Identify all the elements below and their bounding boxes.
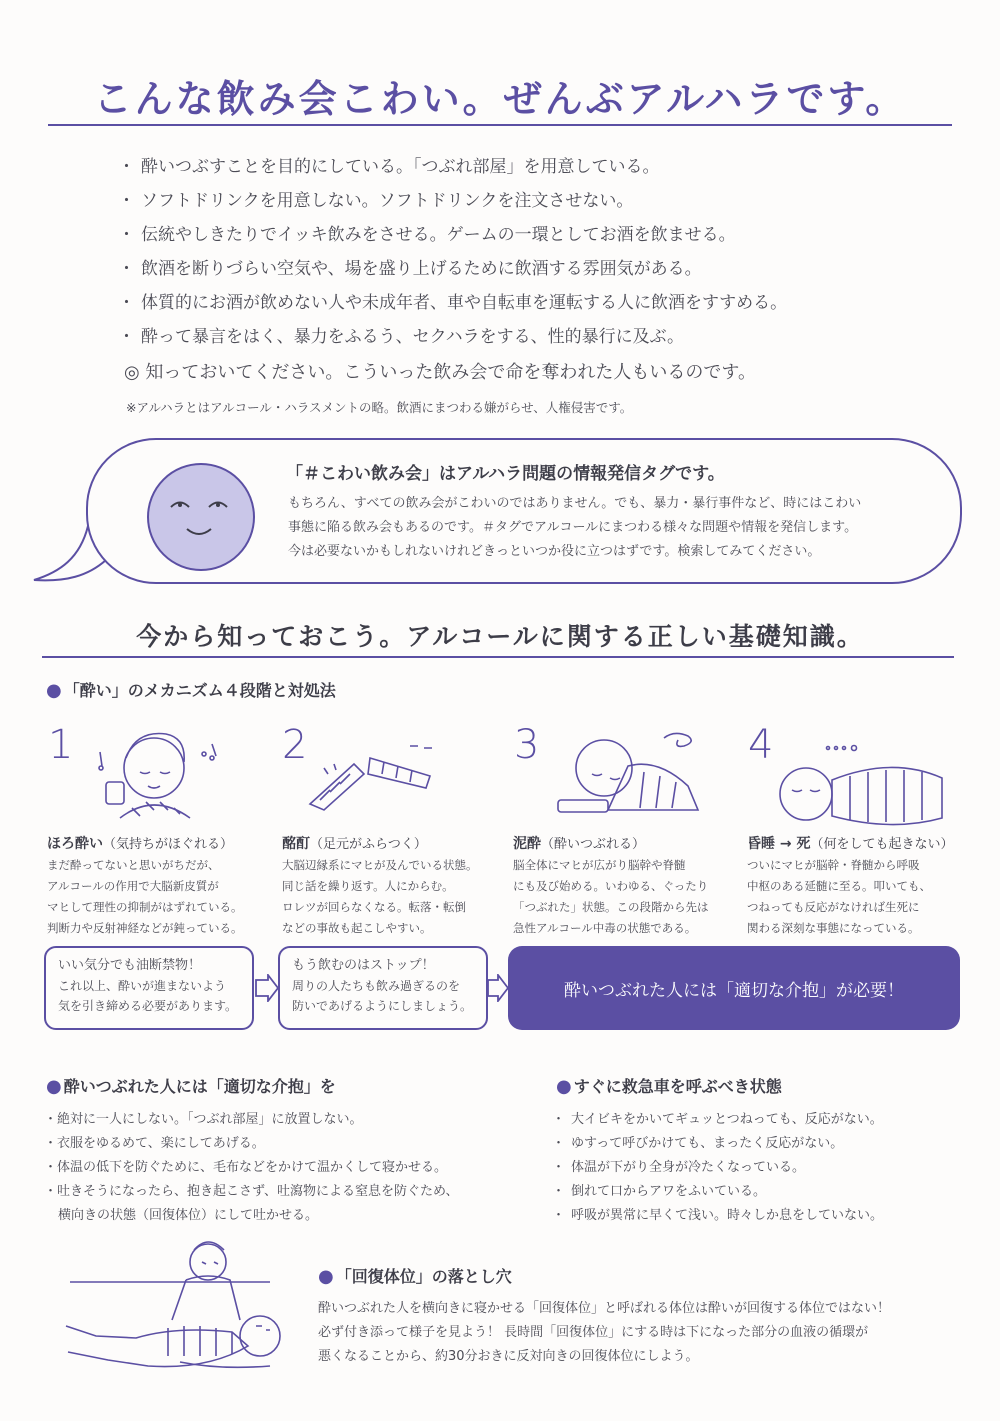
passed-out-person-illustration <box>548 726 718 822</box>
stage-description-line: ついにマヒが脳幹・脊髄から呼吸 <box>747 858 920 872</box>
stage-title <box>47 833 233 853</box>
advice-line: これ以上、酔いが進まないよう <box>58 979 227 993</box>
stage-description-line: などの事故も起こしやすい。 <box>282 921 432 935</box>
stage-description <box>513 855 728 939</box>
recovery-heading <box>318 1264 512 1287</box>
bullet-dot-icon: ● <box>556 1076 572 1097</box>
bullet-dot-icon: ● <box>318 1266 334 1287</box>
bubble-heading: 「＃こわい飲み会」はアルハラ問題の情報発信タグです。 <box>286 464 725 484</box>
advice-heading: いい気分でも油断禁物！ <box>58 958 202 973</box>
alhara-bullet-list <box>118 150 787 354</box>
stage-description <box>47 855 262 939</box>
section-title: 今から知っておこう。アルコールに関する正しい基礎知識。 <box>136 622 864 651</box>
advice-line: 気を引き締める必要があります。 <box>58 999 238 1013</box>
list-item-continued: 横向きの状態（回復体位）にして吐かせる。 <box>58 1208 319 1223</box>
ambulance-heading <box>556 1074 782 1097</box>
care-needed-banner: 酔いつぶれた人には「適切な介抱」が必要！ <box>508 946 960 1030</box>
stage-description-line: 判断力や反射神経などが鈍っている。 <box>47 921 243 935</box>
arrow-right-icon <box>486 974 510 1002</box>
stage-description-line: にも及び始める。いわゆる、ぐったり <box>513 879 709 893</box>
stage-description-line: 急性アルコール中毒の状態である。 <box>513 921 697 935</box>
advice-line: 防いであげるようにしましょう。 <box>292 999 473 1013</box>
stage-title-paren: （気持ちがほぐれる） <box>103 837 234 852</box>
stage-description-line: つねっても反応がなければ生死に <box>747 900 920 914</box>
stage-description-line: 中枢のある延髄に至る。叩いても、 <box>747 879 931 893</box>
stage-title-main: 酩酊 <box>282 836 310 852</box>
stage-title-main: ほろ酔い <box>47 836 103 852</box>
recovery-line: 悪くなることから、約30分おきに反対向きの回復体位にしよう。 <box>318 1349 699 1364</box>
section-divider <box>42 656 954 658</box>
list-item: ・ 伝統やしきたりでイッキ飲みをさせる。ゲームの一環としてお酒を飲ませる。 <box>118 218 787 252</box>
mechanism-heading <box>46 678 336 701</box>
bullet-dot-icon: ● <box>46 1076 62 1097</box>
list-item: ・ 酔って暴言をはく、暴力をふるう、セクハラをする、性的暴行に及ぶ。 <box>118 320 787 354</box>
bubble-body <box>288 492 928 564</box>
stage-title <box>747 833 954 853</box>
stage-title-paren: （何をしても起きない） <box>810 837 954 852</box>
stage-title-main: 昏睡 → 死 <box>747 836 811 852</box>
stage-title <box>513 833 645 853</box>
bubble-line: もちろん、すべての飲み会がこわいのではありません。でも、暴力・暴行事件など、時にはこわい <box>288 496 862 511</box>
list-item: ・ 飲酒を断りづらい空気や、場を盛り上げるために飲酒する雰囲気がある。 <box>118 252 787 286</box>
care-heading-text: 酔いつぶれた人には「適切な介抱」を <box>63 1077 336 1096</box>
stage-number: 1 <box>48 722 74 768</box>
stage-description-line: 関わる深刻な事態になっている。 <box>747 921 920 935</box>
bubble-line: 事態に陥る飲み会もあるのです。＃タグでアルコールにまつわる様々な問題や情報を発信します。 <box>288 520 858 535</box>
mechanism-heading-text: 「酔い」のメカニズム４段階と対処法 <box>63 681 336 700</box>
stage-number: 2 <box>282 722 308 768</box>
recovery-position-illustration <box>60 1232 310 1392</box>
stage-title-paren: （酔いつぶれる） <box>541 837 646 852</box>
ambulance-list <box>552 1108 972 1228</box>
list-item: ・ 体温の低下を防ぐために、毛布などをかけて温かくして寝かせる。 <box>44 1156 514 1180</box>
page-title: こんな飲み会こわい。ぜんぶアルハラです。 <box>93 77 907 121</box>
stage-number: 4 <box>748 722 774 768</box>
care-list <box>44 1108 514 1204</box>
unconscious-person-illustration <box>770 740 960 826</box>
advice-box-stage2 <box>278 946 488 1030</box>
stage-title <box>282 833 427 853</box>
recovery-line: 必ず付き添って様子を見よう！ 長時間「回復体位」にする時は下になった部分の血液の循環が <box>318 1325 869 1340</box>
list-item: ・ 吐きそうになったら、抱き起こさず、吐瀉物による窒息を防ぐため、 <box>44 1180 514 1204</box>
advice-line: 周りの人たちも飲み過ぎるのを <box>292 979 461 993</box>
recovery-body <box>318 1297 958 1369</box>
list-item: ・ 倒れて口からアワをふいている。 <box>552 1180 972 1204</box>
arrow-right-icon <box>254 974 280 1002</box>
recovery-heading-text: 「回復体位」の落とし穴 <box>335 1267 512 1286</box>
stage-description-line: まだ酔ってないと思いがちだが、 <box>47 858 220 872</box>
advice-heading: もう飲むのはストップ！ <box>292 958 435 973</box>
stage-description-line: アルコールの作用で大脳新皮質が <box>47 879 219 893</box>
list-item: ・ 絶対に一人にしない。「つぶれ部屋」に放置しない。 <box>44 1108 514 1132</box>
stage-description-line: マヒして理性の抑制がはずれている。 <box>47 900 243 914</box>
stage-description-line: ロレツが回らなくなる。転落・転倒 <box>282 900 466 914</box>
stage-description-line: 同じ話を繰り返す。人にからむ。 <box>282 879 454 893</box>
footnote: ※アルハラとはアルコール・ハラスメントの略。飲酒にまつわる嫌がらせ、人権侵害です。 <box>126 400 633 415</box>
stage-number: 3 <box>514 722 540 768</box>
list-item: ・ 大イビキをかいてギュッとつねっても、反応がない。 <box>552 1108 972 1132</box>
list-item: ・ 体質的にお酒が飲めない人や未成年者、車や自転車を運転する人に飲酒をすすめる。 <box>118 286 787 320</box>
ambulance-heading-text: すぐに救急車を呼ぶべき状態 <box>573 1077 782 1096</box>
list-item: ・ 衣服をゆるめて、楽にしてあげる。 <box>44 1132 514 1156</box>
care-heading <box>46 1074 336 1097</box>
tipsy-person-illustration <box>92 722 232 822</box>
stage-description-line: 大脳辺縁系にマヒが及んでいる状態。 <box>282 858 478 872</box>
list-item: ・ 体温が下がり全身が冷たくなっている。 <box>552 1156 972 1180</box>
list-item: ・ ゆすって呼びかけても、まったく反応がない。 <box>552 1132 972 1156</box>
stage-description <box>747 855 962 939</box>
list-item: ・ ソフトドリンクを用意しない。ソフトドリンクを注文させない。 <box>118 184 787 218</box>
stage-title-main: 泥酔 <box>513 836 541 852</box>
stage-description-line: 脳全体にマヒが広がり脳幹や脊髄 <box>513 858 686 872</box>
notice-text: ◎ 知っておいてください。こういった飲み会で命を奪われた人もいるのです。 <box>124 362 756 383</box>
list-item: ・ 酔いつぶすことを目的にしている。「つぶれ部屋」を用意している。 <box>118 150 787 184</box>
list-item: ・ 呼吸が異常に早くて浅い。時々しか息をしていない。 <box>552 1204 972 1228</box>
staggering-legs-illustration <box>300 740 450 820</box>
recovery-line: 酔いつぶれた人を横向きに寝かせる「回復体位」と呼ばれる体位は酔いが回復する体位ではない！ <box>318 1301 891 1316</box>
stage-description <box>282 855 497 939</box>
smiley-face-icon <box>147 463 255 571</box>
title-divider <box>48 124 952 126</box>
bullet-dot-icon: ● <box>46 680 62 701</box>
stage-description-line: 「つぶれた」状態。この段階から先は <box>513 900 709 914</box>
advice-box-stage1 <box>44 946 254 1030</box>
bubble-line: 今は必要ないかもしれないけれどきっといつか役に立つはずです。検索してみてください。 <box>288 544 821 559</box>
stage-title-paren: （足元がふらつく） <box>310 837 427 852</box>
